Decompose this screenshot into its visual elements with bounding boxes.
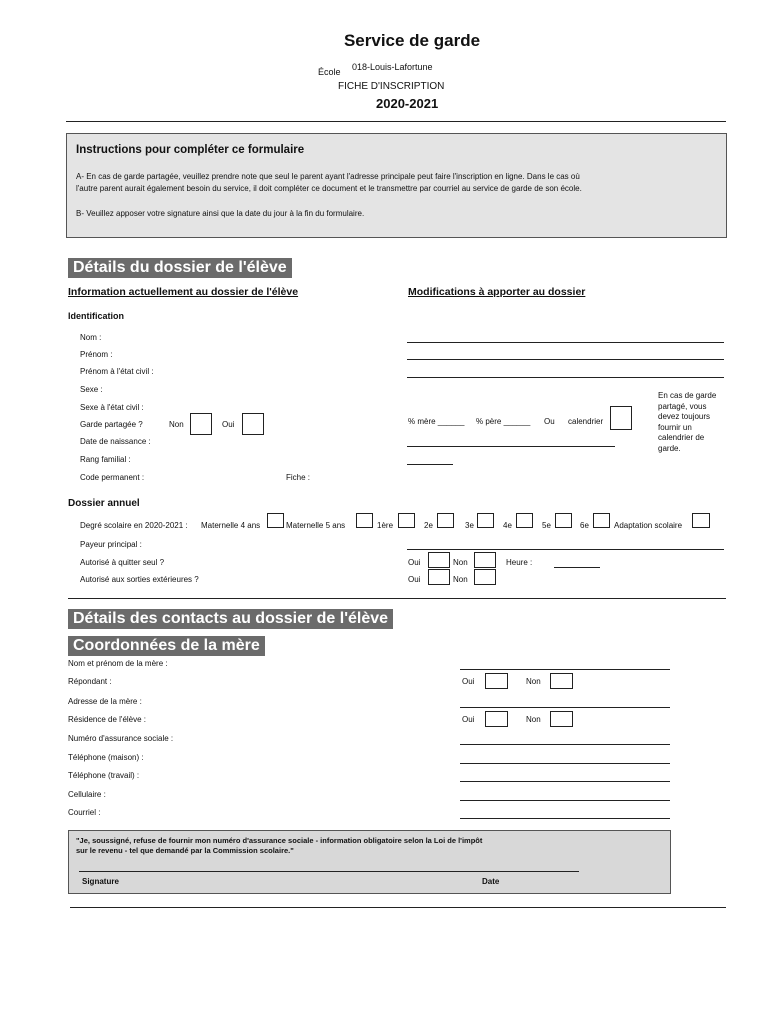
garde-non-label: Non (169, 420, 184, 429)
degre-label: Degré scolaire en 2020-2021 : (80, 521, 188, 530)
adaptation-label: Adaptation scolaire (614, 521, 683, 530)
garde-note-line2: partagé, vous (658, 401, 707, 411)
mat5-label: Maternelle 5 ans (286, 521, 346, 530)
g1-label: 1ère (377, 521, 394, 530)
fiche-label: Fiche : (286, 473, 311, 482)
nom-label: Nom : (80, 333, 102, 342)
date-label: Date (482, 877, 500, 886)
prenom-civil-modif-field[interactable] (407, 377, 724, 378)
mat5-checkbox[interactable] (356, 513, 373, 528)
changes-heading: Modifications à apporter au dossier (408, 286, 586, 298)
g6-checkbox[interactable] (593, 513, 610, 528)
g6-label: 6e (580, 521, 589, 530)
g2-label: 2e (424, 521, 433, 530)
section-divider (68, 598, 726, 599)
sorties-oui-label: Oui (408, 575, 421, 584)
tel-maison-field[interactable] (460, 763, 670, 764)
repondant-non-label: Non (526, 677, 541, 686)
instructions-panel (66, 133, 727, 238)
signature-label: Signature (82, 877, 119, 886)
heure-field[interactable] (554, 567, 600, 568)
instructions-title: Instructions pour compléter ce formulaire (76, 144, 305, 156)
prenom-modif-field[interactable] (407, 359, 724, 360)
sexe-civil-label: Sexe à l'état civil : (80, 403, 144, 412)
ou-label: Ou (544, 417, 555, 426)
residence-oui-label: Oui (462, 715, 475, 724)
g2-checkbox[interactable] (437, 513, 454, 528)
page-title: Service de garde (343, 31, 481, 50)
garde-note-line6: garde. (658, 443, 681, 453)
adresse-mere-field[interactable] (460, 707, 670, 708)
tel-maison-label: Téléphone (maison) : (68, 753, 144, 762)
refusal-line1: "Je, soussigné, refuse de fournir mon numéro d'assurance sociale - information obligatoire selon la Loi de l'impôt (76, 836, 483, 845)
sexe-label: Sexe : (80, 385, 103, 394)
adresse-mere-label: Adresse de la mère : (68, 697, 142, 706)
instruction-a-line2: l'autre parent aurait également besoin du service, il doit compléter ce document et le transmettre par courriel au service de garde de son école. (76, 184, 582, 193)
repondant-label: Répondant : (68, 677, 112, 686)
cellulaire-label: Cellulaire : (68, 790, 106, 799)
rang-familial-label: Rang familial : (80, 455, 131, 464)
payeur-label: Payeur principal : (80, 540, 142, 549)
sorties-non-checkbox[interactable] (474, 569, 496, 585)
pct-pere-label: % père ______ (476, 417, 531, 426)
g4-label: 4e (503, 521, 512, 530)
g3-checkbox[interactable] (477, 513, 494, 528)
garde-non-checkbox[interactable] (190, 413, 212, 435)
footer-divider (70, 907, 726, 908)
adaptation-checkbox[interactable] (692, 513, 710, 528)
g5-checkbox[interactable] (555, 513, 572, 528)
garde-note-line1: En cas de garde (658, 391, 717, 400)
instruction-b: B- Veuillez apposer votre signature ainsi que la date du jour à la fin du formulaire. (76, 209, 365, 218)
tel-travail-label: Téléphone (travail) : (68, 771, 140, 780)
sorties-label: Autorisé aux sorties extérieures ? (80, 575, 199, 584)
cellulaire-field[interactable] (460, 800, 670, 801)
courriel-field[interactable] (460, 818, 670, 819)
courriel-label: Courriel : (68, 808, 101, 817)
quitter-oui-label: Oui (408, 558, 421, 567)
residence-label: Résidence de l'élève : (68, 715, 147, 724)
quitter-non-checkbox[interactable] (474, 552, 496, 568)
garde-note-line4: fournir un (658, 422, 692, 432)
garde-oui-checkbox[interactable] (242, 413, 264, 435)
nom-modif-field[interactable] (407, 342, 724, 343)
tel-travail-field[interactable] (460, 781, 670, 782)
school-year: 2020-2021 (376, 96, 439, 111)
sorties-oui-checkbox[interactable] (428, 569, 450, 585)
date-naissance-label: Date de naissance : (80, 437, 151, 446)
ecole-value: 018-Louis-Lafortune (352, 62, 433, 72)
residence-non-checkbox[interactable] (550, 711, 573, 727)
prenom-civil-label: Prénom à l'état civil : (80, 367, 154, 376)
signature-field[interactable] (79, 871, 579, 872)
g5-label: 5e (542, 521, 551, 530)
instruction-a-line1: A- En cas de garde partagée, veuillez prendre note que seul le parent ayant l'adresse principale peut faire l'inscription en ligne. Dans le cas où (76, 172, 580, 181)
heure-label: Heure : (506, 558, 533, 567)
nom-prenom-mere-label: Nom et prénom de la mère : (68, 659, 168, 668)
header-divider (66, 121, 726, 122)
eleve-section-title: Détails du dossier de l'élève (68, 258, 292, 278)
repondant-non-checkbox[interactable] (550, 673, 573, 689)
contacts-section-title: Détails des contacts au dossier de l'élève (68, 609, 393, 629)
date-naissance-modif-field[interactable] (407, 446, 615, 447)
mere-section-title: Coordonnées de la mère (68, 636, 265, 656)
mat4-label: Maternelle 4 ans (201, 521, 261, 530)
prenom-label: Prénom : (80, 350, 113, 359)
identification-title: Identification (68, 311, 124, 321)
rang-familial-modif-field[interactable] (407, 464, 453, 465)
calendrier-label: calendrier (568, 417, 604, 426)
g3-label: 3e (465, 521, 474, 530)
nas-refusal-panel (68, 830, 671, 894)
repondant-oui-label: Oui (462, 677, 475, 686)
code-permanent-label: Code permanent : (80, 473, 145, 482)
garde-oui-label: Oui (222, 420, 235, 429)
form-name: FICHE D'INSCRIPTION (338, 81, 445, 92)
residence-oui-checkbox[interactable] (485, 711, 508, 727)
garde-note (658, 391, 716, 454)
g4-checkbox[interactable] (516, 513, 533, 528)
pct-mere-label: % mère ______ (408, 417, 465, 426)
dossier-annuel-title: Dossier annuel (68, 498, 140, 509)
quitter-label: Autorisé à quitter seul ? (80, 558, 165, 567)
garde-note-line3: devez toujours (658, 412, 711, 421)
garde-note-line5: calendrier de (658, 433, 705, 442)
repondant-oui-checkbox[interactable] (485, 673, 508, 689)
residence-non-label: Non (526, 715, 541, 724)
current-info-heading: Information actuellement au dossier de l'élève (68, 286, 299, 298)
quitter-non-label: Non (453, 558, 468, 567)
calendrier-checkbox[interactable] (610, 406, 632, 430)
nom-prenom-mere-field[interactable] (460, 669, 670, 670)
quitter-oui-checkbox[interactable] (428, 552, 450, 568)
ecole-label: École (318, 67, 341, 77)
payeur-modif-field[interactable] (407, 549, 724, 550)
nas-label: Numéro d'assurance sociale : (68, 734, 174, 743)
nas-field[interactable] (460, 744, 670, 745)
refusal-line2: sur le revenu - tel que demandé par la Commission scolaire." (76, 846, 294, 855)
g1-checkbox[interactable] (398, 513, 415, 528)
garde-partagee-label: Garde partagée ? (80, 420, 143, 429)
mat4-checkbox[interactable] (267, 513, 284, 528)
sorties-non-label: Non (453, 575, 468, 584)
